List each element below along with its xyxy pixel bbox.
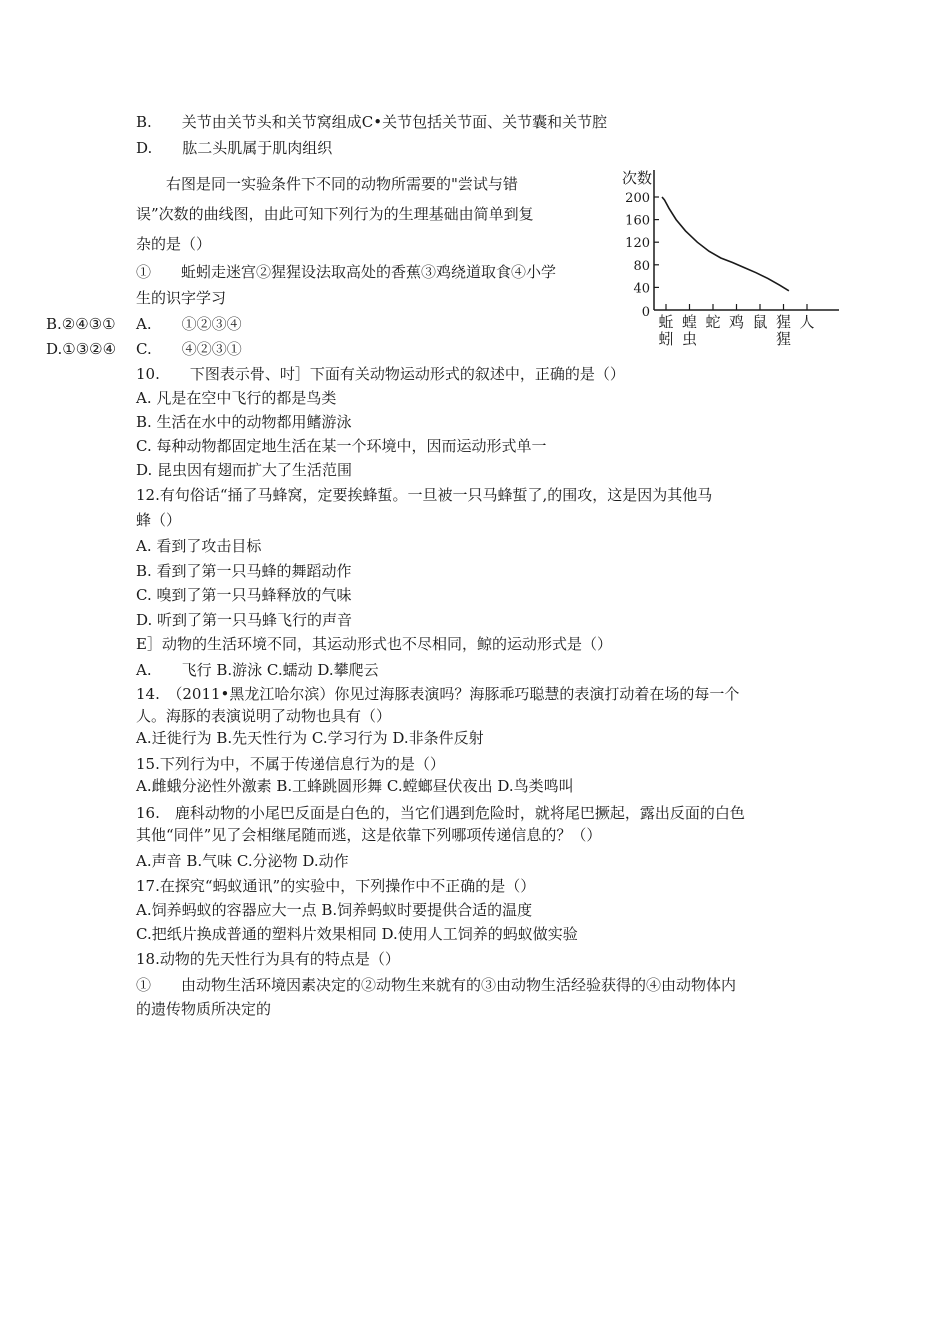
chart-x-tick-label: 蛇 bbox=[705, 313, 721, 331]
chart-y-tick-label: 80 bbox=[633, 258, 650, 274]
chart-x-tick-label: 猩 bbox=[775, 313, 792, 331]
q9-option-a: A. ①②③④ bbox=[136, 315, 242, 333]
q12-stem-2: 蜂（） bbox=[136, 511, 182, 529]
q9-items-1: ① 蚯蚓走迷宫②猩猩设法取高处的香蕉③鸡绕道取食④小学 bbox=[136, 263, 557, 281]
q12-stem-1: 12.有句俗话“捅了马蜂窝，定要挨蜂蜇。一旦被一只马蜂蜇了,的围攻，这是因为其他马 bbox=[136, 486, 713, 504]
q9-option-b: B.②④③① bbox=[46, 315, 116, 333]
q12-option-c: C. 嗅到了第一只马蜂释放的气味 bbox=[136, 586, 352, 604]
q13-stem: E］动物的生活环境不同，其运动形式也不尽相同，鲸的运动形式是（） bbox=[136, 635, 612, 653]
chart-series-line bbox=[662, 197, 789, 291]
q14-options: A.迁徙行为 B.先天性行为 C.学习行为 D.非条件反射 bbox=[136, 729, 484, 747]
q9-option-d: D.①③②④ bbox=[46, 340, 117, 358]
option-d-biceps: D. 肱二头肌属于肌肉组织 bbox=[136, 139, 333, 157]
q12-option-a: A. 看到了攻击目标 bbox=[136, 537, 262, 555]
chart-x-tick-label: 蚓 bbox=[658, 330, 674, 348]
chart-y-tick-label: 0 bbox=[641, 305, 650, 320]
q9-stem-3: 杂的是（） bbox=[136, 235, 212, 253]
q9-stem-2: 误”次数的曲线图，由此可知下列行为的生理基础由简单到复 bbox=[136, 205, 534, 223]
q17-options-1: A.饲养蚂蚁的容器应大一点 B.饲养蚂蚁时要提供合适的温度 bbox=[136, 901, 533, 919]
chart-y-tick-label: 200 bbox=[625, 191, 650, 206]
q17-stem: 17.在探究“蚂蚁通讯”的实验中，下列操作中不正确的是（） bbox=[136, 877, 536, 895]
q12-option-b: B. 看到了第一只马蜂的舞蹈动作 bbox=[136, 562, 352, 580]
q9-items-2: 生的识字学习 bbox=[136, 289, 227, 307]
q18-items-2: 的遗传物质所决定的 bbox=[136, 1000, 272, 1018]
q10-option-b: B. 生活在水中的动物都用鳍游泳 bbox=[136, 413, 352, 431]
chart-ylabel: 次数 bbox=[622, 169, 653, 187]
chart-x-tick-label: 鸡 bbox=[728, 313, 745, 331]
q16-options: A.声音 B.气味 C.分泌物 D.动作 bbox=[136, 852, 349, 870]
option-b-joint: B. 关节由关节头和关节窝组成C•关节包括关节面、关节囊和关节腔 bbox=[136, 113, 608, 131]
q18-stem: 18.动物的先天性行为具有的特点是（） bbox=[136, 950, 400, 968]
q15-options: A.雌蛾分泌性外激素 B.工蜂跳圆形舞 C.螳螂昼伏夜出 D.鸟类鸣叫 bbox=[136, 777, 574, 795]
q18-items-1: ① 由动物生活环境因素决定的②动物生来就有的③由动物生活经验获得的④由动物体内 bbox=[136, 976, 737, 994]
chart-x-tick-label: 猩 bbox=[775, 330, 792, 348]
chart-x-tick-label: 鼠 bbox=[752, 313, 768, 331]
q16-stem-1: 16. 鹿科动物的小尾巴反面是白色的，当它们遇到危险时，就将尾巴撅起，露出反面的白色 bbox=[136, 804, 745, 822]
chart-x-tick-label: 蚯 bbox=[658, 313, 674, 331]
q17-options-2: C.把纸片换成普通的塑料片效果相同 D.使用人工饲养的蚂蚁做实验 bbox=[136, 925, 578, 943]
q13-options: A. 飞行 B.游泳 C.蠕动 D.攀爬云 bbox=[136, 661, 379, 679]
q10-stem: 10. 下图表示骨、吋］下面有关动物运动形式的叙述中，正确的是（） bbox=[136, 365, 625, 383]
q10-option-a: A. 凡是在空中飞行的都是鸟类 bbox=[136, 389, 337, 407]
chart-y-tick-label: 120 bbox=[625, 236, 650, 252]
q16-stem-2: 其他“同伴”见了会相继尾随而逃，这是依靠下列哪项传递信息的？（） bbox=[136, 826, 602, 844]
trial-error-chart bbox=[612, 160, 852, 350]
chart-x-tick-label: 虫 bbox=[681, 330, 698, 348]
q9-stem-1: 右图是同一实验条件下不同的动物所需要的"尝试与错 bbox=[136, 175, 518, 193]
q14-stem-2: 人。海豚的表演说明了动物也具有（） bbox=[136, 707, 392, 725]
q9-option-c: C. ④②③① bbox=[136, 340, 242, 358]
q10-option-d: D. 昆虫因有翅而扩大了生活范围 bbox=[136, 461, 353, 479]
chart-y-tick-label: 160 bbox=[625, 213, 650, 229]
chart-x-tick-label: 人 bbox=[799, 313, 815, 331]
q12-option-d: D. 听到了第一只马蜂飞行的声音 bbox=[136, 611, 353, 629]
chart-y-tick-label: 40 bbox=[633, 281, 650, 297]
q10-option-c: C. 每种动物都固定地生活在某一个环境中，因而运动形式单一 bbox=[136, 437, 547, 455]
q14-stem-1: 14. （2011•黑龙江哈尔滨）你见过海豚表演吗？海豚乖巧聪慧的表演打动着在场的每一个 bbox=[136, 685, 740, 703]
q15-stem: 15.下列行为中，不属于传递信息行为的是（） bbox=[136, 755, 445, 773]
chart-x-tick-label: 蝗 bbox=[681, 313, 698, 331]
